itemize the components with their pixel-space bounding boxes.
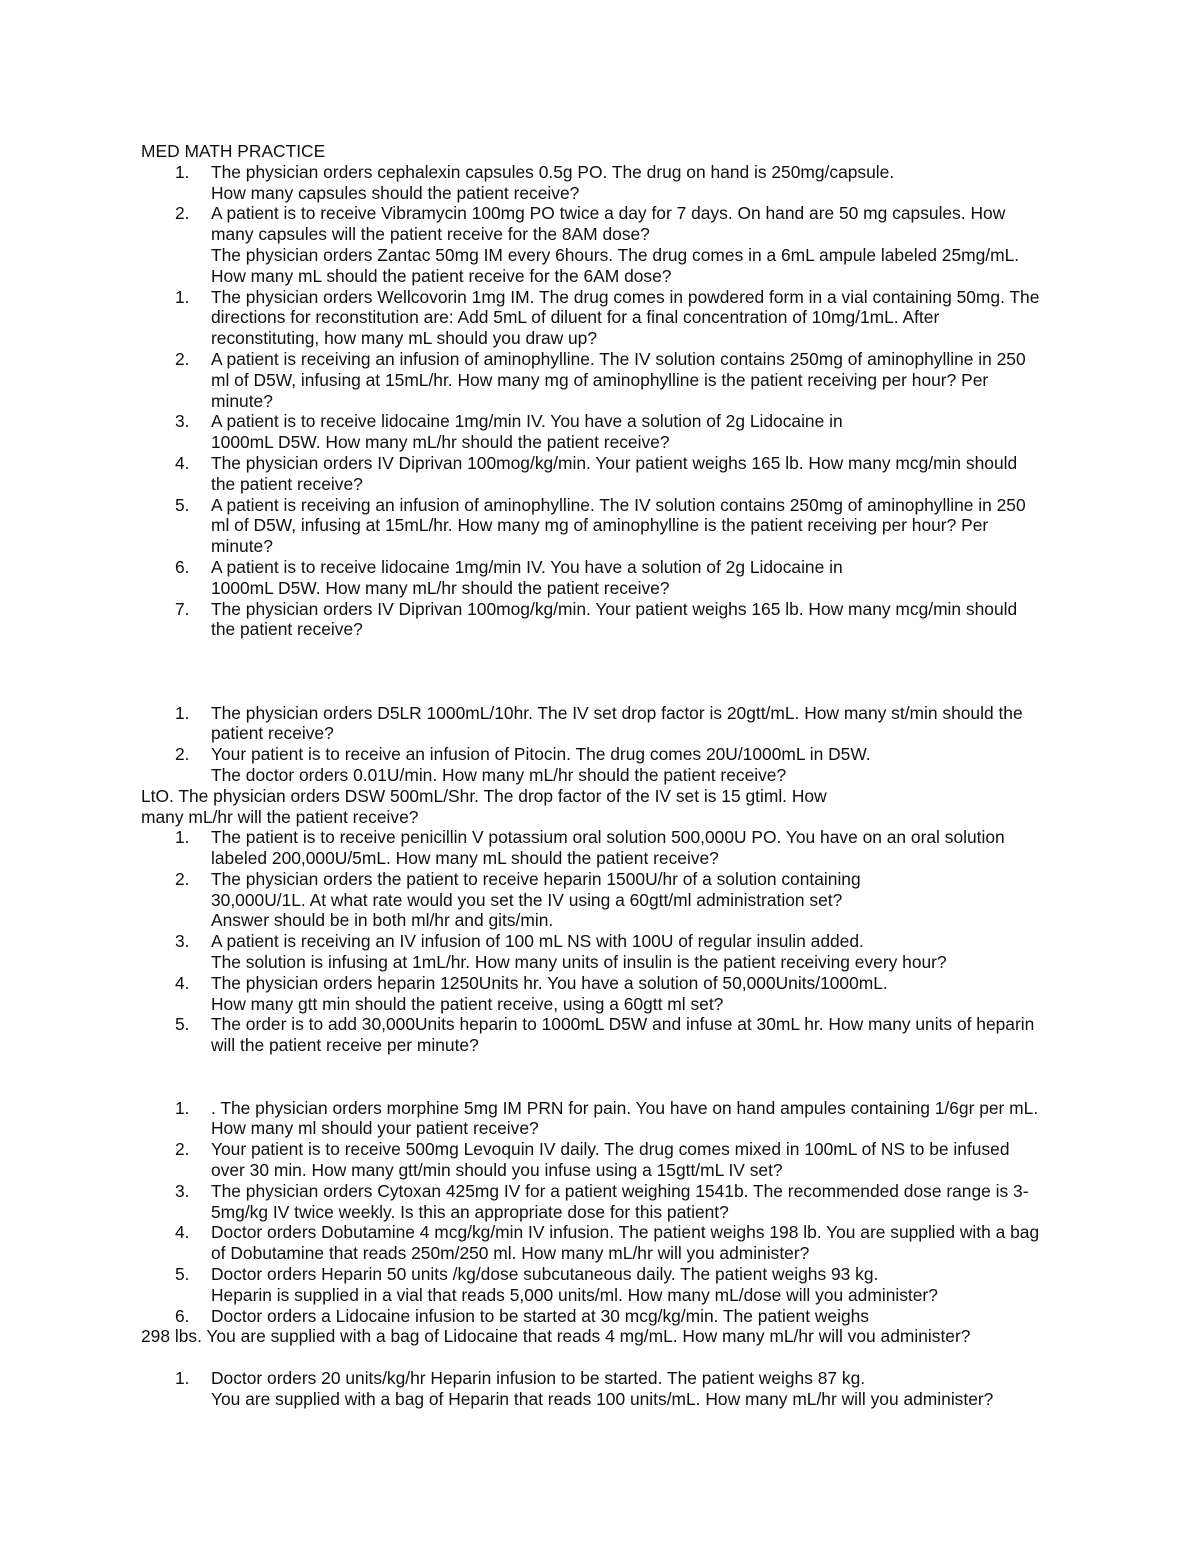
item-number: 2. bbox=[175, 744, 190, 765]
item-number: 2. bbox=[175, 868, 190, 889]
list-item bbox=[141, 1181, 1071, 1223]
item-line: The order is to add 30,000Units heparin to 1000mL D5W and infuse at 30mL hr. How many units of heparin bbox=[211, 1014, 1035, 1035]
item-line: many capsules will the patient receive for the 8AM dose? bbox=[211, 224, 650, 245]
list-item bbox=[141, 1306, 1071, 1327]
list-item bbox=[141, 931, 1071, 973]
item-line: 1000mL D5W. How many mL/hr should the patient receive? bbox=[211, 577, 670, 598]
item-line: The solution is infusing at 1mL/hr. How many units of insulin is the patient receiving every hour? bbox=[211, 952, 947, 973]
item-line: You are supplied with a bag of Heparin that reads 100 units/mL. How many mL/hr will you administer? bbox=[211, 1388, 994, 1409]
item-line: of Dobutamine that reads 250m/250 ml. How many mL/hr will you administer? bbox=[211, 1243, 810, 1264]
item-line: Heparin is supplied in a vial that reads 5,000 units/ml. How many mL/dose will you administer? bbox=[211, 1284, 938, 1305]
item-number: 4. bbox=[175, 452, 190, 473]
item-number: 3. bbox=[175, 411, 190, 432]
list-item bbox=[141, 1368, 1071, 1410]
list-item bbox=[141, 1014, 1071, 1056]
list-item bbox=[141, 1139, 1071, 1181]
item-line: How many ml should your patient receive? bbox=[211, 1118, 539, 1139]
section-3 bbox=[141, 827, 1071, 1056]
item-line: patient receive? bbox=[211, 723, 334, 744]
spacer bbox=[141, 1347, 1071, 1368]
item-line: minute? bbox=[211, 390, 273, 411]
list-item bbox=[141, 349, 1071, 411]
spacer bbox=[141, 1056, 1071, 1098]
item-line: ml of D5W, infusing at 15mL/hr. How many mg of aminophylline is the patient receiving per hour? Per bbox=[211, 369, 989, 390]
item-line: Your patient is to receive an infusion of Pitocin. The drug comes 20U/1000mL in D5W. bbox=[211, 744, 871, 765]
item-number: 1. bbox=[175, 827, 190, 848]
item-line: will the patient receive per minute? bbox=[211, 1035, 479, 1056]
item-line: 5mg/kg IV twice weekly. Is this an appropriate dose for this patient? bbox=[211, 1201, 729, 1222]
item-line: Doctor orders 20 units/kg/hr Heparin infusion to be started. The patient weighs 87 kg. bbox=[211, 1368, 866, 1389]
item-number: 1. bbox=[175, 161, 190, 182]
section-2 bbox=[141, 703, 1071, 828]
list-item bbox=[141, 203, 1071, 286]
item-number: 4. bbox=[175, 1222, 190, 1243]
item-number: 2. bbox=[175, 348, 190, 369]
item-line: ml of D5W, infusing at 15mL/hr. How many mg of aminophylline is the patient receiving per hour? Per bbox=[211, 515, 989, 536]
item-line: The physician orders Zantac 50mg IM every 6hours. The drug comes in a 6mL ampule labeled 25mg/mL. bbox=[211, 244, 1020, 265]
list-item bbox=[141, 1222, 1071, 1264]
section-4 bbox=[141, 1098, 1071, 1348]
item-line: The physician orders heparin 1250Units hr. You have a solution of 50,000Units/1000mL. bbox=[211, 972, 888, 993]
list-item bbox=[141, 869, 1071, 931]
list-item bbox=[141, 1098, 1071, 1140]
item-number: 1. bbox=[175, 286, 190, 307]
item-number: 5. bbox=[175, 1014, 190, 1035]
spacer bbox=[141, 640, 1071, 702]
item-number: 3. bbox=[175, 931, 190, 952]
item-line: 1000mL D5W. How many mL/hr should the patient receive? bbox=[211, 432, 670, 453]
item-line: The physician orders Cytoxan 425mg IV for a patient weighing 1541b. The recommended dose range is 3- bbox=[211, 1180, 1029, 1201]
item-line: The patient is to receive penicillin V potassium oral solution 500,000U PO. You have on an oral solution bbox=[211, 827, 1005, 848]
item-line: Answer should be in both ml/hr and gits/min. bbox=[211, 910, 554, 931]
item-line: Doctor orders Dobutamine 4 mcg/kg/min IV infusion. The patient weighs 198 lb. You are supplied with a bag bbox=[211, 1222, 1040, 1243]
item-number: 5. bbox=[175, 494, 190, 515]
item-number: 4. bbox=[175, 972, 190, 993]
unindented-line: many mL/hr will the patient receive? bbox=[141, 806, 419, 827]
document-page bbox=[141, 141, 1071, 1410]
list-item bbox=[141, 453, 1071, 495]
list-item bbox=[141, 599, 1071, 641]
item-line: The physician orders IV Diprivan 100mog/kg/min. Your patient weighs 165 lb. How many mcg/min should bbox=[211, 598, 1018, 619]
item-number: 1. bbox=[175, 1097, 190, 1118]
item-line: the patient receive? bbox=[211, 473, 363, 494]
item-line: Doctor orders a Lidocaine infusion to be started at 30 mcg/kg/min. The patient weighs bbox=[211, 1305, 869, 1326]
item-line: The physician orders cephalexin capsules 0.5g PO. The drug on hand is 250mg/capsule. bbox=[211, 161, 895, 182]
item-number: 6. bbox=[175, 1305, 190, 1326]
list-item bbox=[141, 557, 1071, 599]
unindented-line: 298 lbs. You are supplied with a bag of Lidocaine that reads 4 mg/mL. How many mL/hr will vou administer? bbox=[141, 1326, 971, 1347]
item-line: A patient is to receive lidocaine 1mg/min IV. You have a solution of 2g Lidocaine in bbox=[211, 556, 843, 577]
item-line: The doctor orders 0.01U/min. How many mL/hr should the patient receive? bbox=[211, 764, 787, 785]
item-line: How many gtt min should the patient receive, using a 60gtt ml set? bbox=[211, 993, 724, 1014]
item-number: 1. bbox=[175, 702, 190, 723]
item-line: The physician orders IV Diprivan 100mog/kg/min. Your patient weighs 165 lb. How many mcg/min should bbox=[211, 452, 1018, 473]
item-line: reconstituting, how many mL should you draw up? bbox=[211, 328, 598, 349]
item-line: A patient is to receive Vibramycin 100mg PO twice a day for 7 days. On hand are 50 mg capsules. How bbox=[211, 203, 1006, 224]
item-line: minute? bbox=[211, 536, 273, 557]
item-line: Doctor orders Heparin 50 units /kg/dose subcutaneous daily. The patient weighs 93 kg. bbox=[211, 1264, 879, 1285]
item-number: 2. bbox=[175, 203, 190, 224]
list-item bbox=[141, 287, 1071, 349]
item-number: 3. bbox=[175, 1180, 190, 1201]
list-item bbox=[141, 495, 1071, 557]
item-number: 6. bbox=[175, 556, 190, 577]
item-number: 1. bbox=[175, 1368, 190, 1389]
item-line: How many capsules should the patient receive? bbox=[211, 182, 580, 203]
item-line: the patient receive? bbox=[211, 619, 363, 640]
list-item bbox=[141, 744, 1071, 786]
item-line: The physician orders the patient to receive heparin 1500U/hr of a solution containing bbox=[211, 868, 861, 889]
item-line: labeled 200,000U/5mL. How many mL should the patient receive? bbox=[211, 848, 719, 869]
item-line: A patient is receiving an IV infusion of 100 mL NS with 100U of regular insulin added. bbox=[211, 931, 864, 952]
list-item bbox=[141, 1264, 1071, 1306]
item-line: over 30 min. How many gtt/min should you infuse using a 15gtt/mL IV set? bbox=[211, 1160, 783, 1181]
section-1 bbox=[141, 162, 1071, 640]
item-line: A patient is receiving an infusion of aminophylline. The IV solution contains 250mg of aminophylline in 250 bbox=[211, 348, 1026, 369]
item-line: 30,000U/1L. At what rate would you set the IV using a 60gtt/ml administration set? bbox=[211, 889, 843, 910]
section-5 bbox=[141, 1368, 1071, 1410]
item-number: 5. bbox=[175, 1264, 190, 1285]
item-line: . The physician orders morphine 5mg IM PRN for pain. You have on hand ampules containing 1/6gr per mL. bbox=[211, 1097, 1039, 1118]
item-number: 7. bbox=[175, 598, 190, 619]
item-line: Your patient is to receive 500mg Levoquin IV daily. The drug comes mixed in 100mL of NS to be infused bbox=[211, 1139, 1010, 1160]
item-line: The physician orders Wellcovorin 1mg IM. The drug comes in powdered form in a vial containing 50mg. The bbox=[211, 286, 1040, 307]
list-item bbox=[141, 411, 1071, 453]
list-item bbox=[141, 973, 1071, 1015]
item-line: directions for reconstitution are: Add 5mL of diluent for a final concentration of 10mg/1mL. After bbox=[211, 307, 940, 328]
document-title: MED MATH PRACTICE bbox=[141, 141, 326, 161]
item-line: A patient is to receive lidocaine 1mg/min IV. You have a solution of 2g Lidocaine in bbox=[211, 411, 843, 432]
item-number: 2. bbox=[175, 1139, 190, 1160]
item-line: A patient is receiving an infusion of aminophylline. The IV solution contains 250mg of aminophylline in 250 bbox=[211, 494, 1026, 515]
list-item bbox=[141, 162, 1071, 204]
list-item bbox=[141, 703, 1071, 745]
list-item bbox=[141, 827, 1071, 869]
item-line: The physician orders D5LR 1000mL/10hr. The IV set drop factor is 20gtt/mL. How many st/min should the bbox=[211, 702, 1023, 723]
unindented-line: LtO. The physician orders DSW 500mL/Shr. The drop factor of the IV set is 15 gtiml. How bbox=[141, 785, 827, 806]
item-line: How many mL should the patient receive for the 6AM dose? bbox=[211, 265, 672, 286]
